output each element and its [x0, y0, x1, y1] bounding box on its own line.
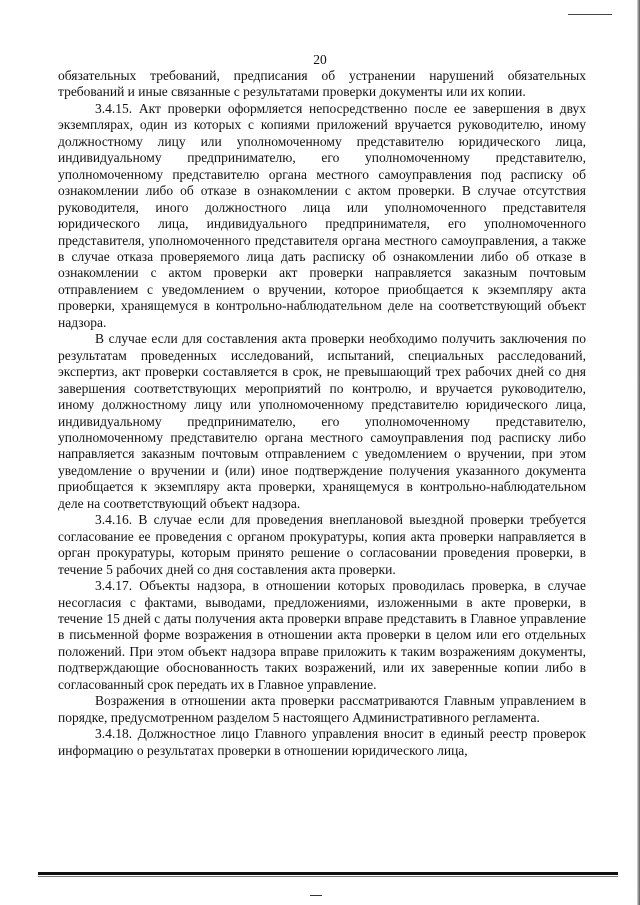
paragraph-3-4-15: 3.4.15. Акт проверки оформляется непосредственно после ее завершения в двух экземплярах, один из которых с копиями приложений вручается руководителю, иному должностному лицу или уполномоченному представителю юридического лица, индивидуальному предпринимателю, его уполномоченному представителю, уполномоченному представителю органа местного самоуправления под расписку об ознакомлении либо об отказе в ознакомлении с актом проверки. В случае отсутствия руководителя, иного должностного лица или уполномоченного представителя юридического лица, индивидуального предпринимателя, его уполномоченного представителя, уполномоченного представителя органа местного самоуправления, а также в случае отказа проверяемого лица дать расписку об ознакомлении либо об отказе в ознакомлении с актом проверки акт проверки направляется заказным почтовым отправлением с уведомлением о вручении, которое приобщается к экземпляру акта проверки, хранящемуся в контрольно-наблюдательном деле на соответствующий объект надзора. — [58, 100, 586, 330]
corner-scan-mark — [568, 14, 612, 15]
paragraph-3-4-16: 3.4.16. В случае если для проведения внеплановой выездной проверки требуется согласование ее проведения с органом прокуратуры, копия акта проверки направляется в орган прокуратуры, которым принято решение о согласовании проведения проверки, в течение 5 рабочих дней со дня составления акта проверки. — [58, 512, 586, 577]
paragraph-3-4-18: 3.4.18. Должностное лицо Главного управления вносит в единый реестр проверок информацию о результатах проверки в отношении юридического лица, — [58, 726, 586, 758]
paragraph-3-4-17-objections: Возражения в отношении акта проверки рассматриваются Главным управлением в порядке, предусмотренном разделом 5 настоящего Административного регламента. — [58, 693, 586, 725]
page-number: 20 — [313, 52, 327, 67]
bottom-scan-border-shadow — [38, 876, 618, 877]
bottom-scan-mark — [310, 895, 322, 896]
paragraph-3-4-17: 3.4.17. Объекты надзора, в отношении которых проводилась проверка, в случае несогласия с фактами, выводами, предложениями, изложенными в акте проверки, в течение 15 дней с даты получения акта проверки вправе представить в Главное управление в письменной форме возражения в отношении акта проверки в целом или его отдельных положений. При этом объект надзора вправе приложить к таким возражениям документы, подтверждающие обоснованность таких возражений, или их заверенные копии либо в согласованный срок передать их в Главное управление. — [58, 578, 586, 692]
paragraph-continuation: обязательных требований, предписания об устранении нарушений обязательных требований и иные связанные с результатами проверки документы или их копии. — [58, 68, 586, 100]
document-body — [58, 68, 586, 759]
bottom-scan-border — [38, 872, 618, 875]
paragraph-3-4-15-extra-examinations: В случае если для составления акта проверки необходимо получить заключения по результатам проведенных исследований, испытаний, специальных расследований, экспертиз, акт проверки составляется в срок, не превышающий трех рабочих дней со дня завершения соответствующих мероприятий по контролю, и вручается руководителю, иному должностному лицу или уполномоченному представителю юридического лица, индивидуальному предпринимателю, его уполномоченному представителю, уполномоченному представителю органа местного самоуправления под расписку либо направляется заказным почтовым отправлением с уведомлением о вручении, при этом уведомление о вручении и (или) иное подтверждение получения указанного документа приобщается к экземпляру акта проверки, хранящемуся в контрольно-наблюдательном деле на соответствующий объект надзора. — [58, 331, 586, 511]
